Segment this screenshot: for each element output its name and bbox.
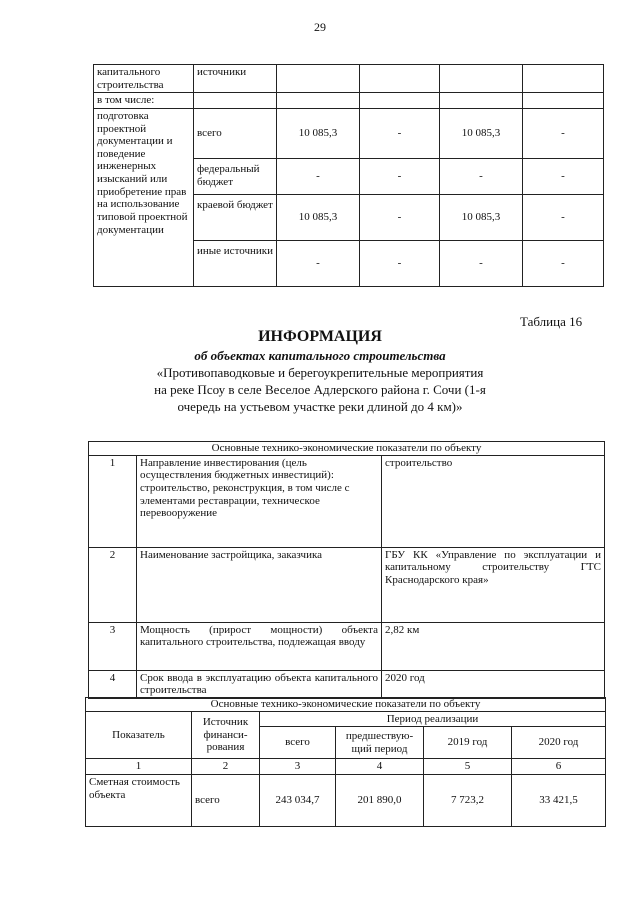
row-label: Сметная стоимость объекта	[86, 774, 192, 826]
value-cell: 243 034,7	[260, 774, 336, 826]
value-cell: 10 085,3	[440, 194, 523, 240]
column-header-source: Источник финанси-рования	[192, 711, 260, 759]
column-number: 2	[192, 759, 260, 775]
source-cell: иные источники	[194, 240, 277, 286]
value-cell: 33 421,5	[512, 774, 606, 826]
row-number: 2	[89, 547, 137, 622]
value-cell: -	[523, 240, 604, 286]
column-header-2019: 2019 год	[424, 727, 512, 759]
row-value: ГБУ КК «Управление по эксплуатации и капитальному строительству ГТС Краснодарского края»	[382, 547, 605, 622]
column-number: 6	[512, 759, 606, 775]
column-number: 4	[336, 759, 424, 775]
table-header: Основные технико-экономические показатели по объекту	[86, 698, 606, 712]
funding-continuation-table	[93, 64, 604, 287]
indicators-table	[88, 441, 605, 699]
value-cell: -	[277, 240, 360, 286]
value-cell: 10 085,3	[440, 108, 523, 158]
source-cell: источники	[194, 65, 277, 93]
value-cell: 10 085,3	[277, 108, 360, 158]
source-cell: федеральный бюджет	[194, 158, 277, 194]
value-cell: -	[360, 108, 440, 158]
source-cell: краевой бюджет	[194, 194, 277, 240]
value-cell: -	[277, 158, 360, 194]
column-header-total: всего	[260, 727, 336, 759]
row-value: 2020 год	[382, 670, 605, 698]
value-cell: -	[523, 194, 604, 240]
value-cell: 7 723,2	[424, 774, 512, 826]
value-cell: -	[523, 158, 604, 194]
value-cell: 201 890,0	[336, 774, 424, 826]
row-label: капитального строительства	[94, 65, 194, 93]
value-cell: 10 085,3	[277, 194, 360, 240]
column-number: 5	[424, 759, 512, 775]
value-cell: -	[440, 158, 523, 194]
value-cell: -	[360, 194, 440, 240]
row-label: в том числе:	[94, 93, 194, 109]
row-label: Мощность (прирост мощности) объекта капитального строительства, подлежащая вводу	[137, 622, 382, 670]
document-title: ИНФОРМАЦИЯ	[258, 328, 382, 345]
object-description: «Противопаводковые и берегоукрепительные мероприятия на реке Псоу в селе Веселое Адлерского района г. Сочи (1-я очередь на устьевом участке реки длиной до 4 км)»	[154, 365, 486, 414]
value-cell: -	[360, 158, 440, 194]
column-number-row	[86, 759, 606, 775]
row-label: Направление инвестирования (цель осуществления бюджетных инвестиций): строительство, реконструкция, в том числе с элементами реставрации, техническое перевооружение	[137, 455, 382, 547]
row-number: 1	[89, 455, 137, 547]
column-number: 1	[86, 759, 192, 775]
table-header-row	[89, 442, 605, 456]
value-cell: -	[360, 240, 440, 286]
table-row	[94, 65, 604, 93]
row-value: строительство	[382, 455, 605, 547]
table-header: Основные технико-экономические показатели по объекту	[89, 442, 605, 456]
group-label: подготовка проектной документации и поведение инженерных изысканий или приобретение прав на использование типовой проектной документации	[94, 108, 194, 286]
source-cell: всего	[192, 774, 260, 826]
table-number: Таблица 16	[520, 314, 583, 329]
finance-table	[85, 697, 606, 827]
row-number: 4	[89, 670, 137, 698]
column-header-2020: 2020 год	[512, 727, 606, 759]
row-label: Наименование застройщика, заказчика	[137, 547, 382, 622]
table-row	[94, 93, 604, 109]
row-number: 3	[89, 622, 137, 670]
value-cell: -	[523, 108, 604, 158]
column-header-period: Период реализации	[260, 711, 606, 727]
table-header-row	[86, 698, 606, 712]
table-row	[86, 774, 606, 826]
row-value: 2,82 км	[382, 622, 605, 670]
table-row	[89, 455, 605, 547]
table-header-row	[86, 711, 606, 727]
page-number: 29	[314, 20, 326, 34]
document-subtitle: об объектах капитального строительства	[194, 348, 446, 363]
source-cell: всего	[194, 108, 277, 158]
column-number: 3	[260, 759, 336, 775]
column-header-previous: предшествую-щий период	[336, 727, 424, 759]
table-row	[94, 108, 604, 158]
column-header-indicator: Показатель	[86, 711, 192, 759]
table-row	[89, 622, 605, 670]
row-label: Срок ввода в эксплуатацию объекта капитального строительства	[137, 670, 382, 698]
table-row	[89, 547, 605, 622]
table-row	[89, 670, 605, 698]
value-cell: -	[440, 240, 523, 286]
